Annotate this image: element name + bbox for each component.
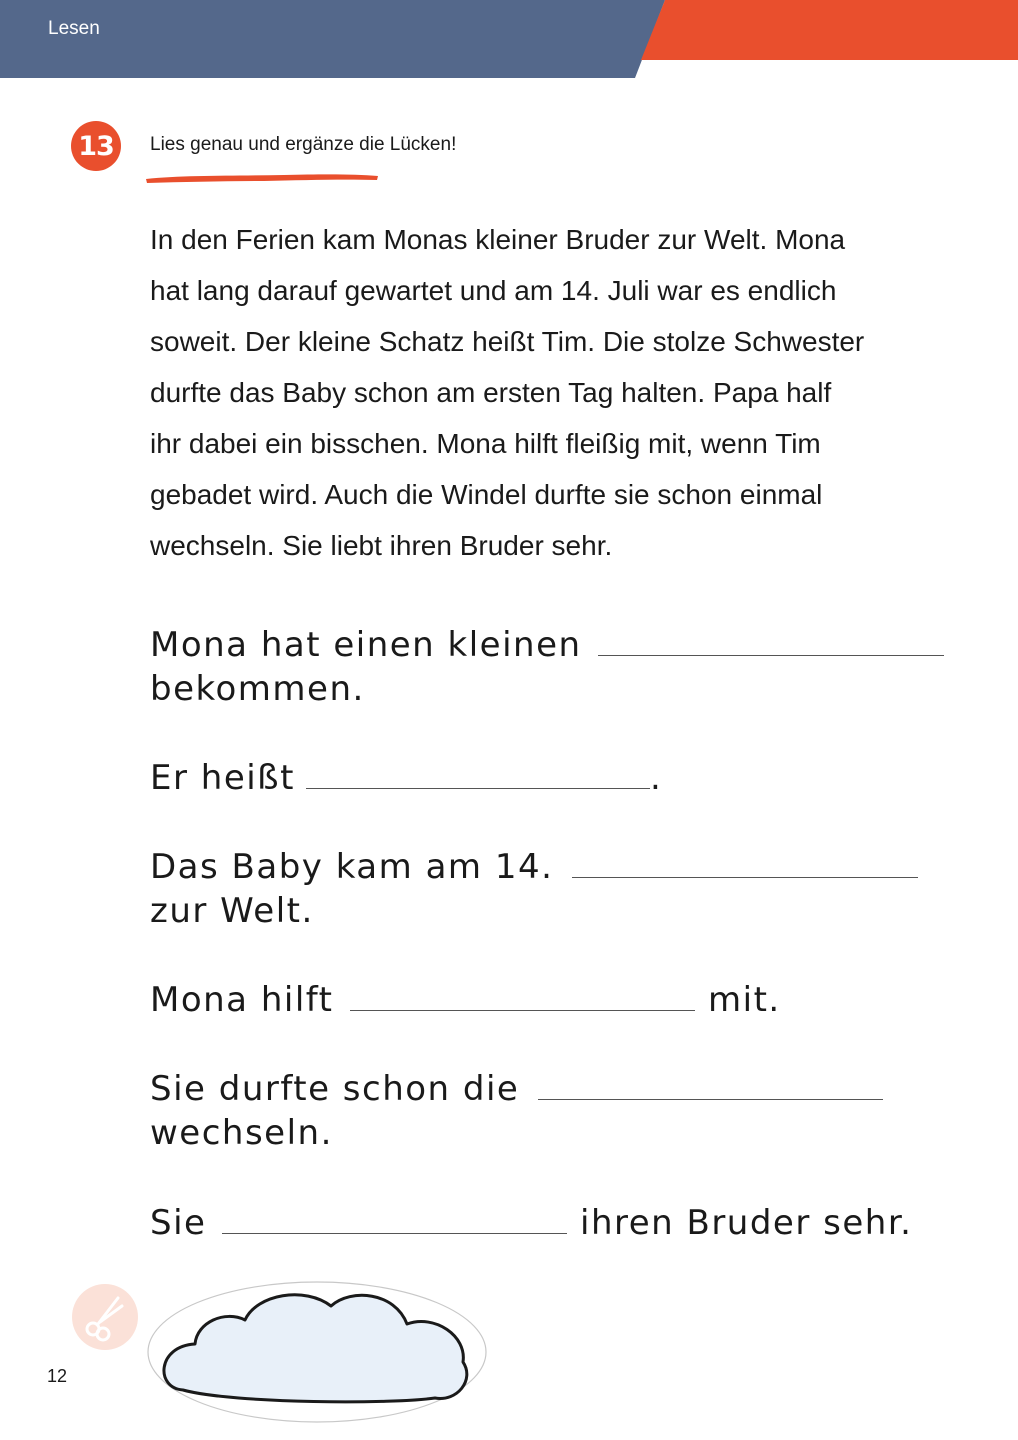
story-text: [150, 214, 950, 571]
question-2-text: Er heißt: [150, 758, 295, 798]
question-3-blank[interactable]: [572, 877, 918, 878]
cloud-cutout: [145, 1280, 490, 1426]
question-6-end: ihren Bruder sehr.: [580, 1203, 913, 1243]
question-4-blank[interactable]: [350, 1010, 695, 1011]
story-line: gebadet wird. Auch die Windel durfte sie schon einmal: [150, 479, 823, 510]
brush-underline: [144, 168, 384, 186]
question-3-text: Das Baby kam am 14.: [150, 847, 554, 887]
question-1-blank[interactable]: [598, 655, 944, 656]
story-line: ihr dabei ein bisschen. Mona hilft fleißig mit, wenn Tim: [150, 428, 821, 459]
question-6-text: Sie: [150, 1203, 207, 1243]
task-instruction: Lies genau und ergänze die Lücken!: [150, 134, 457, 155]
scissors-icon: [72, 1284, 138, 1350]
header-banner: [0, 0, 1018, 78]
story-line: hat lang darauf gewartet und am 14. Juli war es endlich: [150, 275, 837, 306]
question-5-blank[interactable]: [538, 1099, 883, 1100]
question-4-text: Mona hilft: [150, 980, 334, 1020]
task-number-badge: 13: [71, 121, 121, 171]
page-number: 12: [47, 1366, 68, 1386]
story-line: soweit. Der kleine Schatz heißt Tim. Die stolze Schwester: [150, 326, 865, 357]
story-line: In den Ferien kam Monas kleiner Bruder zur Welt. Mona: [150, 224, 846, 255]
header-shape: [0, 0, 1018, 78]
story-line: durfte das Baby schon am ersten Tag halten. Papa half: [150, 377, 832, 408]
question-1-text: Mona hat einen kleinen: [150, 625, 582, 665]
question-3-continuation: zur Welt.: [150, 891, 314, 931]
question-4-end: mit.: [708, 980, 781, 1020]
question-2-end: .: [650, 758, 663, 798]
story-line: wechseln. Sie liebt ihren Bruder sehr.: [150, 530, 613, 561]
question-5-text: Sie durfte schon die: [150, 1069, 520, 1109]
question-5-continuation: wechseln.: [150, 1113, 333, 1153]
question-2-blank[interactable]: [306, 788, 650, 789]
section-label: Lesen: [48, 18, 100, 39]
question-1-continuation: bekommen.: [150, 669, 365, 709]
question-6-blank[interactable]: [222, 1233, 567, 1234]
